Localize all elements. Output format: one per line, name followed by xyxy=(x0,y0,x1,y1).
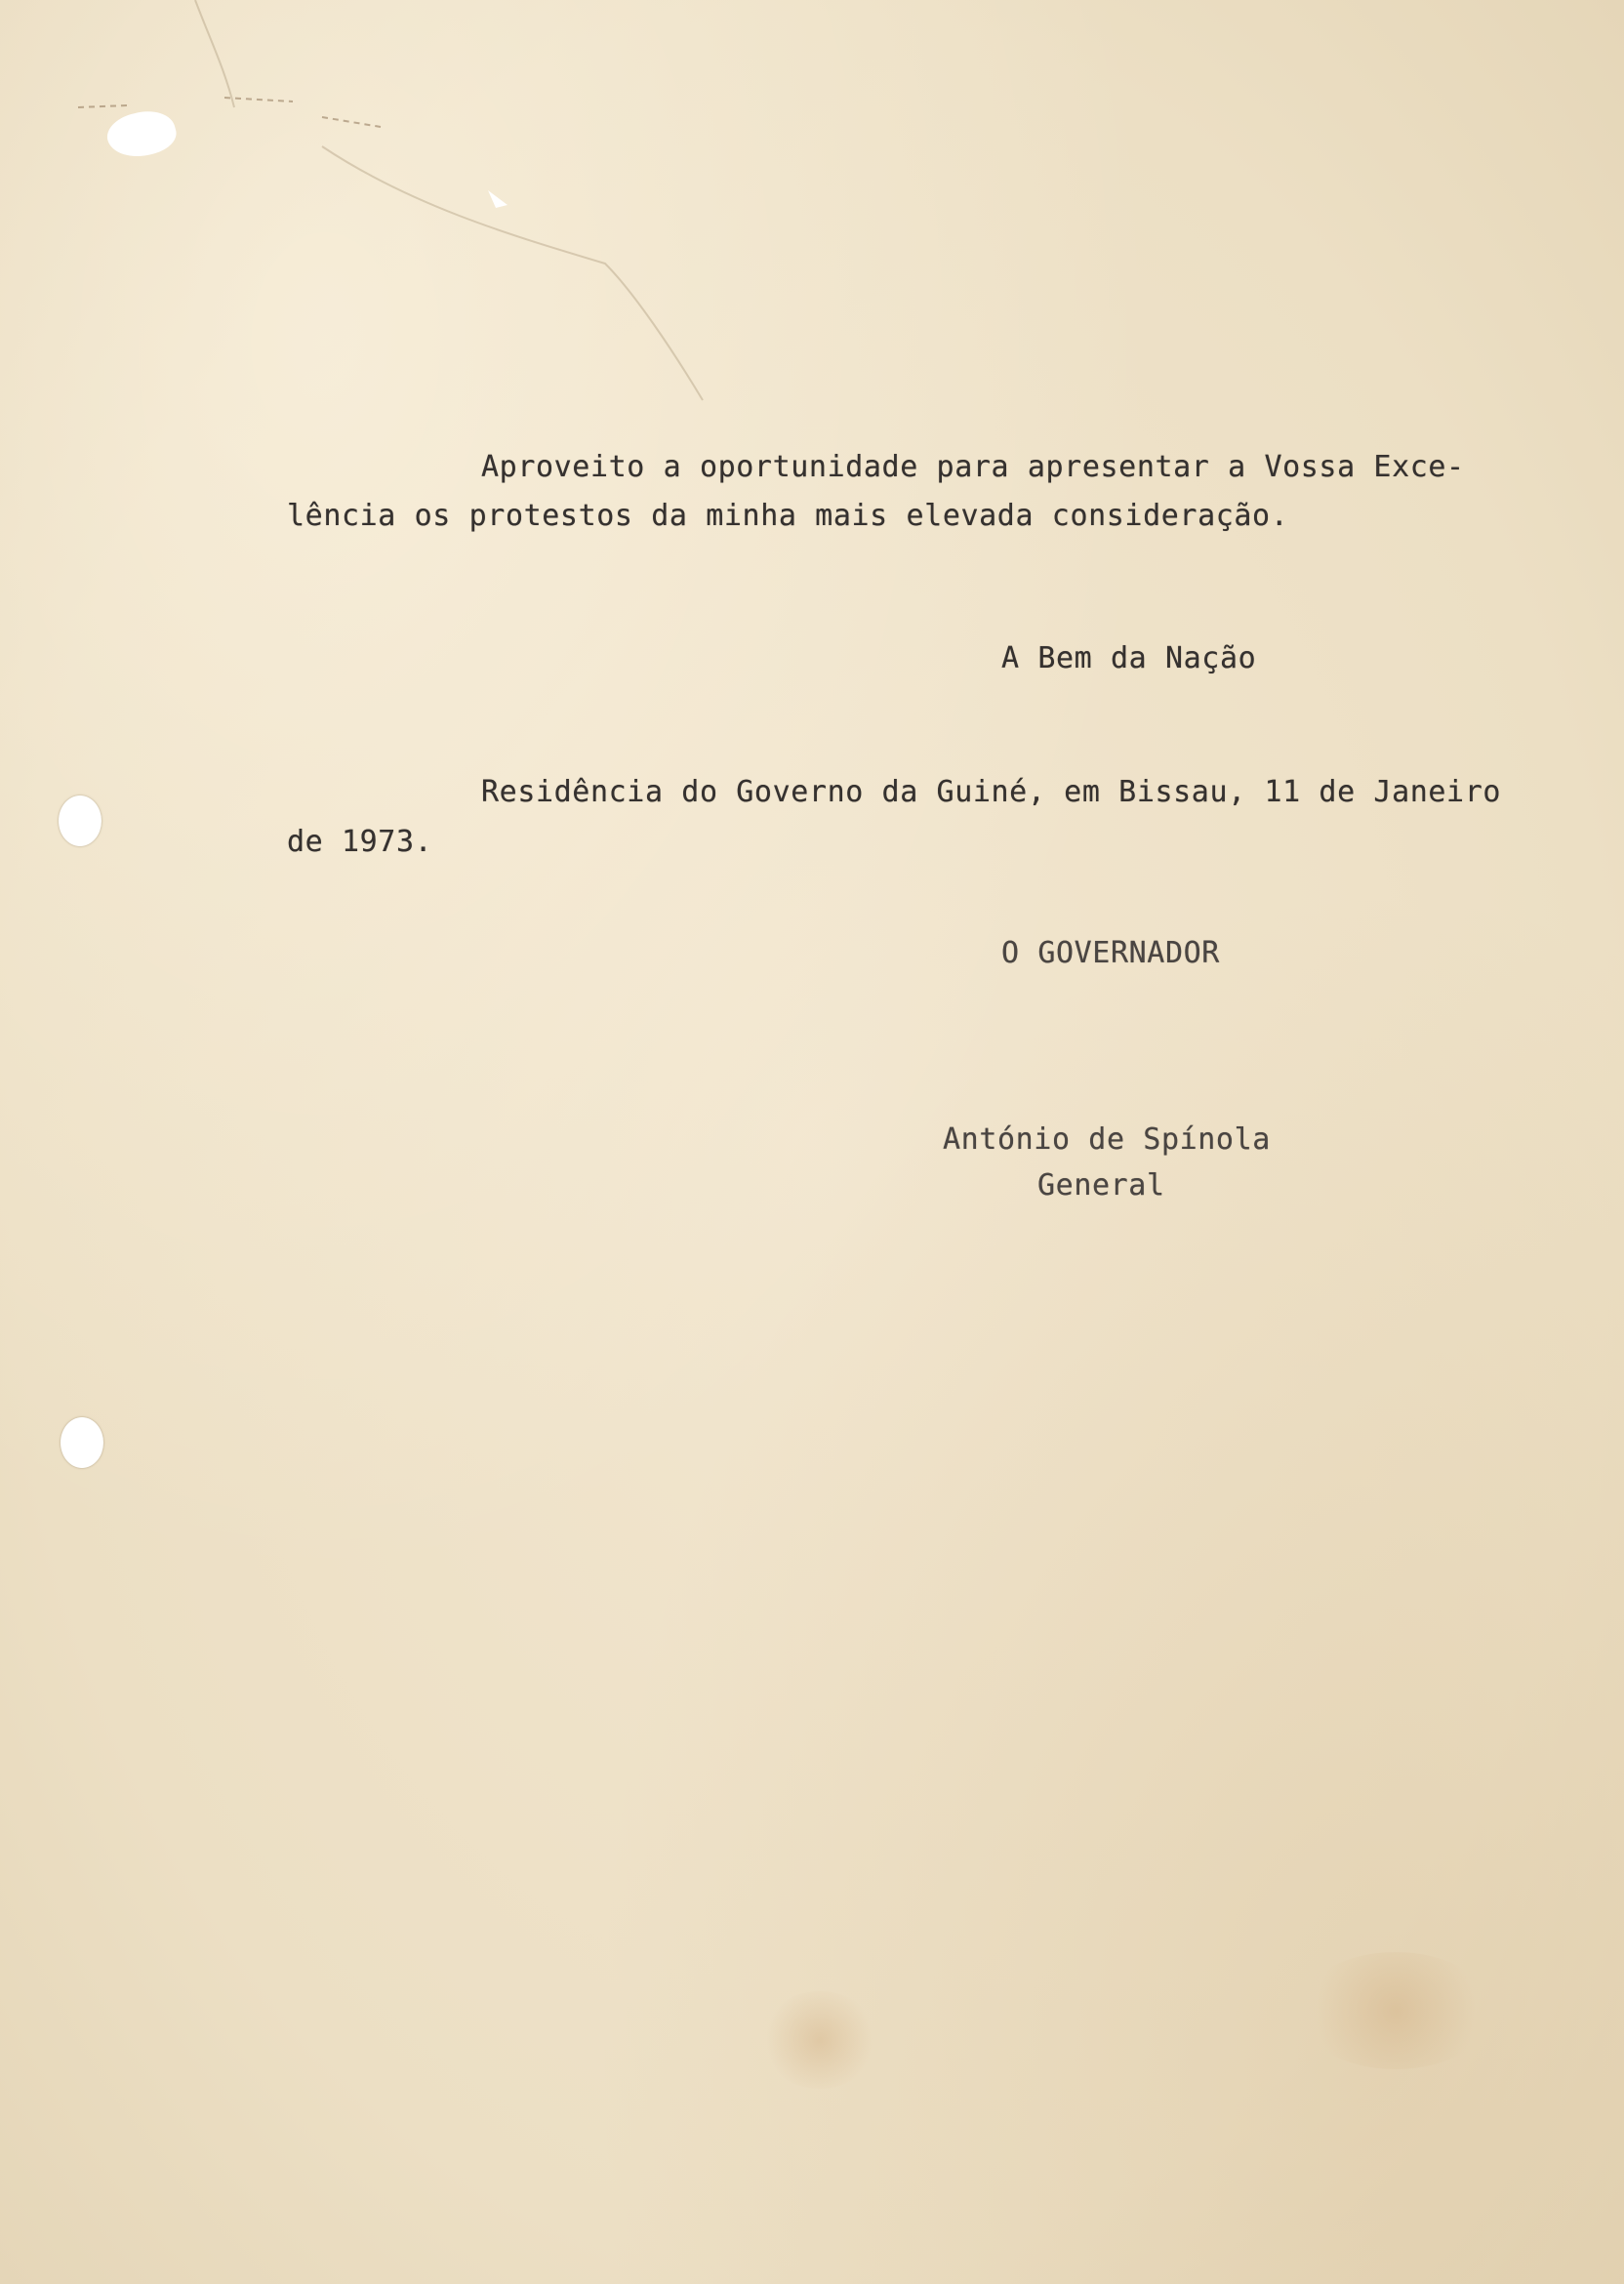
punch-hole-top xyxy=(59,795,102,846)
signatory-name: António de Spínola xyxy=(943,1122,1271,1157)
signatory-rank: General xyxy=(1037,1168,1165,1203)
punch-hole-bottom xyxy=(61,1417,103,1468)
place-date-line-2: de 1973. xyxy=(287,825,433,859)
paper-crease-decoration xyxy=(0,0,781,439)
signatory-title: O GOVERNADOR xyxy=(1001,936,1220,970)
valediction: A Bem da Nação xyxy=(1001,641,1257,675)
paper-stain xyxy=(761,1991,878,2089)
closing-paragraph-line-1: Aproveito a oportunidade para apresentar a Vossa Exce- xyxy=(481,450,1465,484)
place-date-line-1: Residência do Governo da Guiné, em Bissau, 11 de Janeiro xyxy=(481,775,1502,809)
closing-paragraph-line-2: lência os protestos da minha mais elevada consideração. xyxy=(287,499,1289,533)
paper-stain xyxy=(1298,1952,1493,2069)
